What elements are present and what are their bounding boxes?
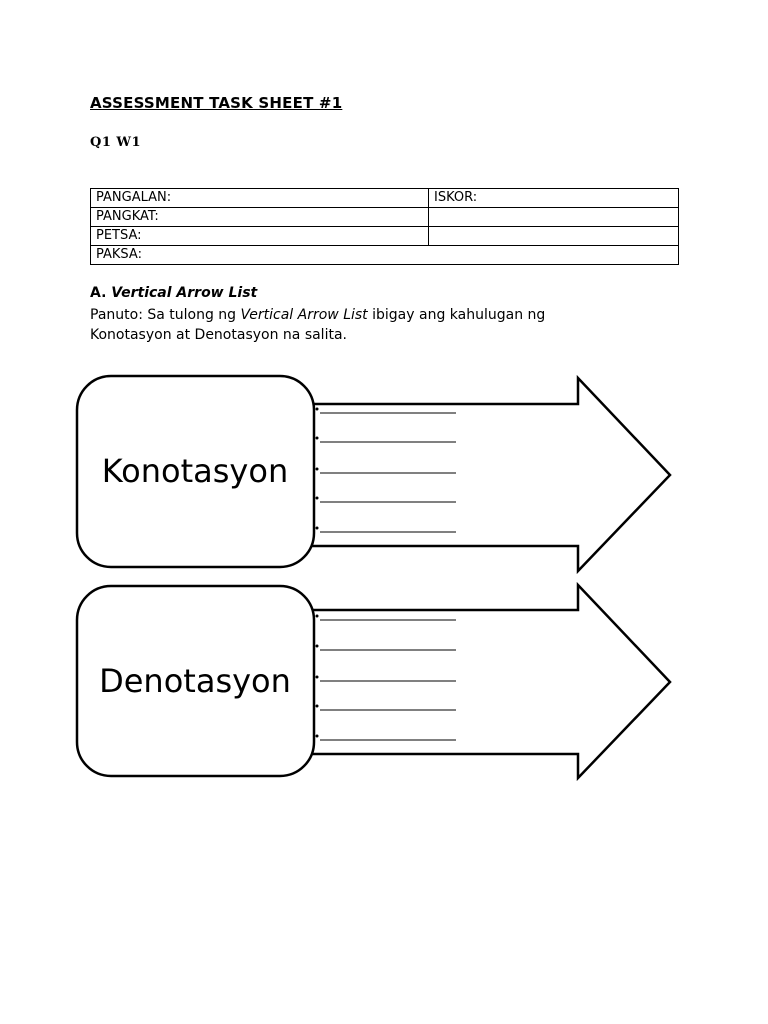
- bullet-dot: [316, 676, 319, 679]
- bullet-dot: [316, 497, 319, 500]
- group-label: PANGKAT:: [96, 209, 159, 224]
- denotasyon-label: Denotasyon: [99, 662, 291, 700]
- bullet-dot: [316, 468, 319, 471]
- instructions-suffix: ibigay ang kahulugan ng Konotasyon at Denotasyon na salita.: [90, 307, 546, 343]
- bullet-dot: [316, 735, 319, 738]
- section-letter: A.: [90, 285, 107, 301]
- bullet-dot: [316, 705, 319, 708]
- score-label: ISKOR:: [434, 190, 478, 205]
- instructions-prefix: Panuto: Sa tulong ng: [90, 307, 241, 323]
- name-label: PANGALAN:: [96, 190, 172, 205]
- date-label: PETSA:: [96, 228, 142, 243]
- bullet-dot: [316, 615, 319, 618]
- konotasyon-label: Konotasyon: [101, 452, 289, 490]
- bullet-dot: [316, 645, 319, 648]
- bullet-dot: [316, 527, 319, 530]
- quarter-week-label: Q1 W1: [90, 135, 142, 150]
- section-title: Vertical Arrow List: [111, 285, 258, 301]
- instructions-italic: Vertical Arrow List: [240, 307, 368, 323]
- bullet-dot: [316, 408, 319, 411]
- page-title: ASSESSMENT TASK SHEET #1: [90, 94, 343, 112]
- arrow-shape-konotasyon: [290, 378, 670, 571]
- bullet-dot: [316, 437, 319, 440]
- topic-label: PAKSA:: [96, 247, 142, 262]
